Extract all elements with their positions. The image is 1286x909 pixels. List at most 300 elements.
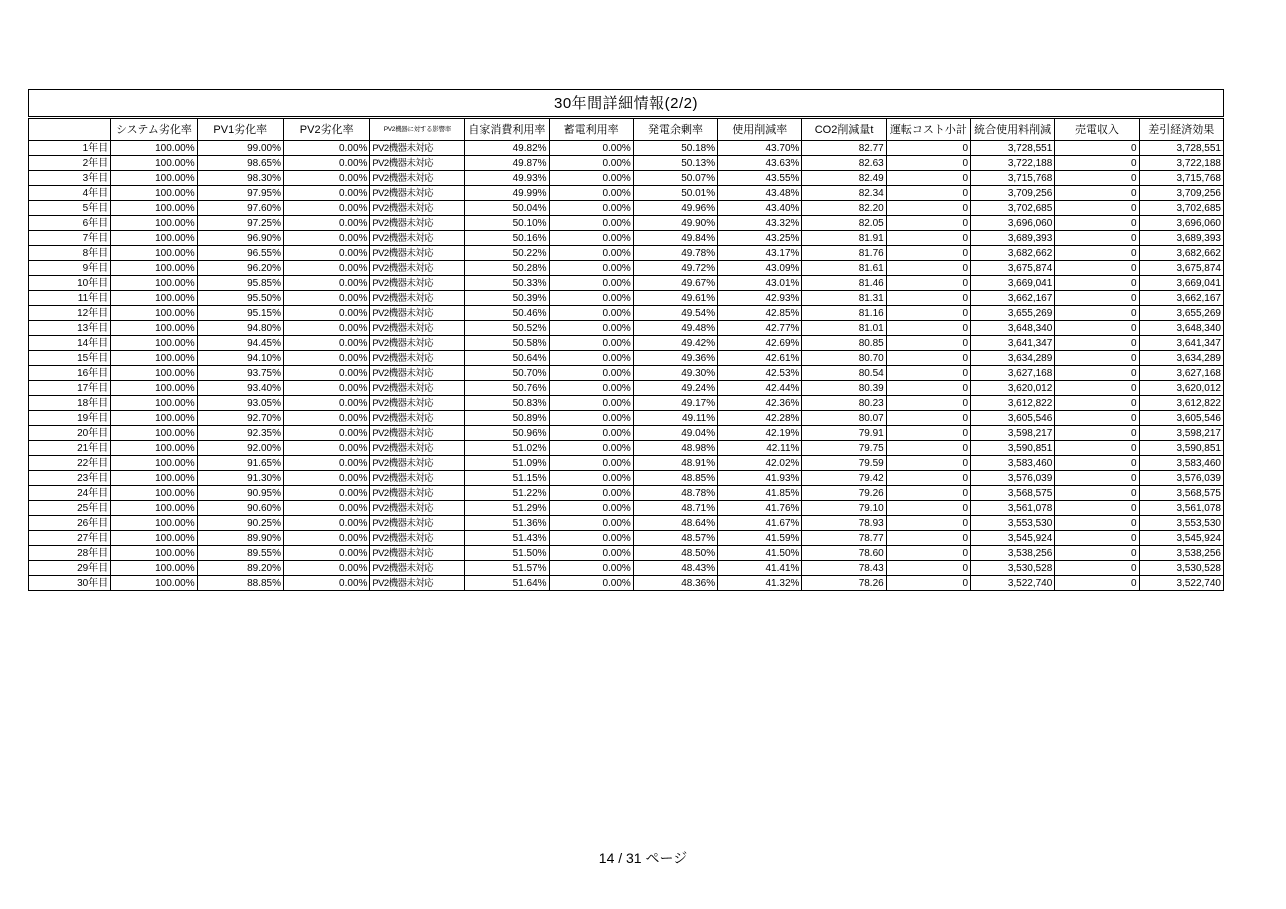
table-cell: 0.00%: [549, 426, 633, 441]
table-cell: 3,655,269: [971, 306, 1055, 321]
table-cell: 100.00%: [111, 426, 197, 441]
table-cell: 48.36%: [633, 576, 717, 591]
table-cell: 0.00%: [549, 201, 633, 216]
table-cell: 0.00%: [284, 471, 370, 486]
table-cell: 0.00%: [284, 576, 370, 591]
row-label: 8年目: [29, 246, 111, 261]
table-cell: 100.00%: [111, 321, 197, 336]
row-label: 29年目: [29, 561, 111, 576]
table-row: [29, 141, 1224, 156]
row-label: 24年目: [29, 486, 111, 501]
table-cell: 50.01%: [633, 186, 717, 201]
table-cell: 3,655,269: [1139, 306, 1223, 321]
table-cell: 0.00%: [284, 501, 370, 516]
table-cell: 3,696,060: [1139, 216, 1223, 231]
table-cell: 0.00%: [284, 261, 370, 276]
table-row: [29, 486, 1224, 501]
table-cell: 0.00%: [284, 486, 370, 501]
table-cell: 0: [1055, 411, 1139, 426]
column-header-9: CO2削減量t: [802, 119, 886, 141]
table-cell: 100.00%: [111, 471, 197, 486]
table-cell: 49.11%: [633, 411, 717, 426]
table-cell: 42.44%: [718, 381, 802, 396]
table-cell: 100.00%: [111, 561, 197, 576]
table-row: [29, 396, 1224, 411]
table-cell: 3,669,041: [1139, 276, 1223, 291]
table-cell: PV2機器未対応: [370, 246, 465, 261]
table-cell: 3,522,740: [971, 576, 1055, 591]
table-row: [29, 501, 1224, 516]
row-label: 10年目: [29, 276, 111, 291]
table-cell: 3,627,168: [1139, 366, 1223, 381]
table-cell: 49.67%: [633, 276, 717, 291]
table-cell: PV2機器未対応: [370, 561, 465, 576]
table-cell: 0: [1055, 201, 1139, 216]
table-row: [29, 531, 1224, 546]
table-cell: 0: [1055, 561, 1139, 576]
table-cell: 3,612,822: [1139, 396, 1223, 411]
table-cell: 0: [886, 396, 970, 411]
table-cell: 51.29%: [465, 501, 549, 516]
table-cell: 0: [1055, 261, 1139, 276]
table-cell: 50.18%: [633, 141, 717, 156]
column-header-7: 発電余剰率: [633, 119, 717, 141]
column-header-4: PV2機器に対する影響率: [370, 119, 465, 141]
table-cell: 43.25%: [718, 231, 802, 246]
table-cell: 0: [886, 261, 970, 276]
table-cell: 100.00%: [111, 531, 197, 546]
table-cell: 50.28%: [465, 261, 549, 276]
table-cell: 0: [886, 471, 970, 486]
table-cell: 49.04%: [633, 426, 717, 441]
table-cell: 3,576,039: [1139, 471, 1223, 486]
table-cell: 78.26: [802, 576, 886, 591]
table-cell: 79.26: [802, 486, 886, 501]
table-cell: 80.39: [802, 381, 886, 396]
table-cell: 3,590,851: [1139, 441, 1223, 456]
table-cell: 49.90%: [633, 216, 717, 231]
table-cell: 0: [1055, 366, 1139, 381]
table-cell: 0.00%: [284, 216, 370, 231]
table-cell: 0.00%: [549, 216, 633, 231]
table-cell: 81.16: [802, 306, 886, 321]
table-cell: 98.30%: [197, 171, 283, 186]
table-body: [29, 141, 1224, 591]
row-label: 12年目: [29, 306, 111, 321]
table-cell: 42.28%: [718, 411, 802, 426]
table-cell: 0: [1055, 216, 1139, 231]
table-cell: 48.64%: [633, 516, 717, 531]
table-cell: 0: [1055, 321, 1139, 336]
page-footer: 14 / 31 ページ: [598, 850, 688, 866]
table-cell: 3,561,078: [971, 501, 1055, 516]
table-row: [29, 246, 1224, 261]
table-row: [29, 546, 1224, 561]
table-cell: 0: [886, 486, 970, 501]
table-cell: PV2機器未対応: [370, 186, 465, 201]
table-cell: 0.00%: [549, 441, 633, 456]
table-cell: 0: [1055, 576, 1139, 591]
table-cell: 3,722,188: [971, 156, 1055, 171]
table-cell: 0: [1055, 396, 1139, 411]
table-header-row: [29, 119, 1224, 141]
report-container: [28, 89, 1224, 591]
table-cell: 49.24%: [633, 381, 717, 396]
table-cell: 49.78%: [633, 246, 717, 261]
table-row: [29, 231, 1224, 246]
table-cell: 80.70: [802, 351, 886, 366]
table-cell: 49.82%: [465, 141, 549, 156]
table-cell: 0: [886, 171, 970, 186]
table-cell: 93.05%: [197, 396, 283, 411]
table-cell: 0.00%: [549, 576, 633, 591]
table-cell: PV2機器未対応: [370, 576, 465, 591]
table-cell: 50.16%: [465, 231, 549, 246]
table-cell: 0.00%: [284, 141, 370, 156]
table-row: [29, 456, 1224, 471]
table-cell: 3,696,060: [971, 216, 1055, 231]
table-cell: 96.90%: [197, 231, 283, 246]
table-cell: 3,669,041: [971, 276, 1055, 291]
table-cell: 0: [1055, 141, 1139, 156]
table-cell: 41.32%: [718, 576, 802, 591]
table-cell: 0.00%: [284, 441, 370, 456]
table-row: [29, 366, 1224, 381]
table-cell: 43.09%: [718, 261, 802, 276]
table-row: [29, 426, 1224, 441]
table-cell: 48.98%: [633, 441, 717, 456]
table-cell: 0: [1055, 171, 1139, 186]
table-cell: 92.00%: [197, 441, 283, 456]
table-cell: 0.00%: [549, 396, 633, 411]
column-header-13: 差引経済効果: [1139, 119, 1223, 141]
table-cell: 100.00%: [111, 501, 197, 516]
table-cell: 0: [886, 516, 970, 531]
table-cell: 43.48%: [718, 186, 802, 201]
table-cell: 50.10%: [465, 216, 549, 231]
table-cell: 0: [886, 576, 970, 591]
table-cell: 0: [886, 336, 970, 351]
row-label: 13年目: [29, 321, 111, 336]
table-cell: 0.00%: [549, 276, 633, 291]
table-cell: 49.72%: [633, 261, 717, 276]
detail-table: [28, 118, 1224, 591]
table-cell: 49.17%: [633, 396, 717, 411]
table-row: [29, 186, 1224, 201]
table-cell: 49.30%: [633, 366, 717, 381]
table-cell: 98.65%: [197, 156, 283, 171]
table-cell: 3,634,289: [971, 351, 1055, 366]
table-cell: 79.42: [802, 471, 886, 486]
table-cell: 49.48%: [633, 321, 717, 336]
table-cell: 97.60%: [197, 201, 283, 216]
table-cell: 0: [886, 411, 970, 426]
row-label: 3年目: [29, 171, 111, 186]
table-cell: 42.69%: [718, 336, 802, 351]
table-cell: 42.53%: [718, 366, 802, 381]
table-cell: 3,641,347: [971, 336, 1055, 351]
table-cell: 97.25%: [197, 216, 283, 231]
row-label: 2年目: [29, 156, 111, 171]
table-cell: 92.35%: [197, 426, 283, 441]
table-cell: 0.00%: [284, 561, 370, 576]
table-cell: 42.36%: [718, 396, 802, 411]
table-cell: 0: [1055, 486, 1139, 501]
table-cell: 42.61%: [718, 351, 802, 366]
row-label: 19年目: [29, 411, 111, 426]
table-cell: 81.01: [802, 321, 886, 336]
table-cell: 43.55%: [718, 171, 802, 186]
table-cell: 3,553,530: [1139, 516, 1223, 531]
table-row: [29, 516, 1224, 531]
table-cell: PV2機器未対応: [370, 546, 465, 561]
row-label: 27年目: [29, 531, 111, 546]
table-cell: 3,583,460: [971, 456, 1055, 471]
table-cell: 79.59: [802, 456, 886, 471]
table-cell: 43.40%: [718, 201, 802, 216]
column-header-3: PV2劣化率: [284, 119, 370, 141]
row-label: 7年目: [29, 231, 111, 246]
table-cell: 49.96%: [633, 201, 717, 216]
table-cell: 100.00%: [111, 366, 197, 381]
table-cell: 0.00%: [549, 156, 633, 171]
table-cell: 0.00%: [549, 336, 633, 351]
table-cell: 3,702,685: [971, 201, 1055, 216]
table-cell: 3,675,874: [971, 261, 1055, 276]
table-cell: PV2機器未対応: [370, 441, 465, 456]
table-cell: 49.36%: [633, 351, 717, 366]
table-cell: 51.02%: [465, 441, 549, 456]
table-cell: 0: [886, 561, 970, 576]
table-cell: 41.50%: [718, 546, 802, 561]
table-cell: 50.83%: [465, 396, 549, 411]
table-cell: 51.50%: [465, 546, 549, 561]
table-cell: 0: [886, 276, 970, 291]
table-row: [29, 171, 1224, 186]
table-cell: 41.76%: [718, 501, 802, 516]
table-cell: PV2機器未対応: [370, 531, 465, 546]
table-cell: 48.91%: [633, 456, 717, 471]
table-cell: 94.10%: [197, 351, 283, 366]
row-label: 15年目: [29, 351, 111, 366]
column-header-8: 使用削減率: [718, 119, 802, 141]
table-cell: 48.71%: [633, 501, 717, 516]
table-cell: 49.54%: [633, 306, 717, 321]
table-cell: 100.00%: [111, 171, 197, 186]
table-cell: 100.00%: [111, 156, 197, 171]
table-cell: 3,715,768: [1139, 171, 1223, 186]
table-row: [29, 306, 1224, 321]
table-cell: 0.00%: [284, 321, 370, 336]
table-cell: 80.23: [802, 396, 886, 411]
table-cell: 0: [886, 231, 970, 246]
table-cell: 3,675,874: [1139, 261, 1223, 276]
table-cell: 50.89%: [465, 411, 549, 426]
table-cell: 0.00%: [284, 291, 370, 306]
row-label: 18年目: [29, 396, 111, 411]
table-cell: 80.85: [802, 336, 886, 351]
table-cell: 49.93%: [465, 171, 549, 186]
table-cell: PV2機器未対応: [370, 516, 465, 531]
table-cell: PV2機器未対応: [370, 366, 465, 381]
table-cell: 3,620,012: [971, 381, 1055, 396]
table-cell: 100.00%: [111, 351, 197, 366]
table-cell: 100.00%: [111, 231, 197, 246]
table-cell: 0.00%: [549, 516, 633, 531]
table-cell: 3,612,822: [971, 396, 1055, 411]
table-cell: 3,728,551: [971, 141, 1055, 156]
column-header-11: 統合使用料削減: [971, 119, 1055, 141]
table-cell: 51.36%: [465, 516, 549, 531]
table-row: [29, 576, 1224, 591]
table-cell: PV2機器未対応: [370, 351, 465, 366]
table-cell: 41.59%: [718, 531, 802, 546]
table-cell: 94.80%: [197, 321, 283, 336]
table-cell: 81.31: [802, 291, 886, 306]
table-cell: 3,598,217: [1139, 426, 1223, 441]
table-cell: PV2機器未対応: [370, 141, 465, 156]
table-cell: 0: [1055, 156, 1139, 171]
table-cell: PV2機器未対応: [370, 216, 465, 231]
table-cell: 0: [886, 291, 970, 306]
table-cell: 0: [886, 531, 970, 546]
table-cell: PV2機器未対応: [370, 231, 465, 246]
table-cell: 0: [886, 351, 970, 366]
table-cell: 0.00%: [549, 531, 633, 546]
table-cell: PV2機器未対応: [370, 381, 465, 396]
table-cell: 90.60%: [197, 501, 283, 516]
table-cell: 51.15%: [465, 471, 549, 486]
row-label: 22年目: [29, 456, 111, 471]
table-cell: 50.52%: [465, 321, 549, 336]
table-cell: 79.91: [802, 426, 886, 441]
table-cell: 89.55%: [197, 546, 283, 561]
table-cell: 0: [886, 186, 970, 201]
table-cell: 95.85%: [197, 276, 283, 291]
table-cell: 3,709,256: [971, 186, 1055, 201]
column-header-1: システム劣化率: [111, 119, 197, 141]
table-cell: PV2機器未対応: [370, 171, 465, 186]
table-cell: 0.00%: [284, 276, 370, 291]
row-label: 1年目: [29, 141, 111, 156]
table-cell: 51.43%: [465, 531, 549, 546]
table-cell: 3,545,924: [971, 531, 1055, 546]
table-cell: 78.93: [802, 516, 886, 531]
table-cell: 49.61%: [633, 291, 717, 306]
table-cell: 78.43: [802, 561, 886, 576]
row-label: 28年目: [29, 546, 111, 561]
table-row: [29, 156, 1224, 171]
table-cell: 93.75%: [197, 366, 283, 381]
table-cell: 88.85%: [197, 576, 283, 591]
table-cell: 100.00%: [111, 381, 197, 396]
table-cell: 3,598,217: [971, 426, 1055, 441]
table-cell: 3,538,256: [1139, 546, 1223, 561]
table-cell: 81.91: [802, 231, 886, 246]
table-cell: PV2機器未対応: [370, 486, 465, 501]
table-cell: 48.57%: [633, 531, 717, 546]
row-label: 21年目: [29, 441, 111, 456]
table-cell: 0.00%: [284, 366, 370, 381]
table-row: [29, 201, 1224, 216]
table-cell: 82.63: [802, 156, 886, 171]
table-cell: 51.22%: [465, 486, 549, 501]
table-cell: 3,590,851: [971, 441, 1055, 456]
table-cell: 0: [886, 441, 970, 456]
column-header-6: 蓄電利用率: [549, 119, 633, 141]
table-cell: 3,662,167: [971, 291, 1055, 306]
table-cell: 89.90%: [197, 531, 283, 546]
table-cell: 50.64%: [465, 351, 549, 366]
table-cell: 82.34: [802, 186, 886, 201]
table-cell: PV2機器未対応: [370, 336, 465, 351]
table-cell: 3,553,530: [971, 516, 1055, 531]
table-cell: 100.00%: [111, 141, 197, 156]
table-cell: 49.99%: [465, 186, 549, 201]
table-cell: 81.61: [802, 261, 886, 276]
table-cell: 41.85%: [718, 486, 802, 501]
table-cell: 100.00%: [111, 396, 197, 411]
table-cell: 0.00%: [284, 246, 370, 261]
table-cell: 100.00%: [111, 411, 197, 426]
table-cell: 0.00%: [549, 471, 633, 486]
table-cell: 0.00%: [549, 231, 633, 246]
table-cell: 79.75: [802, 441, 886, 456]
table-cell: 49.87%: [465, 156, 549, 171]
table-cell: 0.00%: [549, 171, 633, 186]
table-cell: 3,568,575: [971, 486, 1055, 501]
table-cell: 49.42%: [633, 336, 717, 351]
table-cell: 0.00%: [549, 486, 633, 501]
table-cell: 3,715,768: [971, 171, 1055, 186]
table-cell: 0.00%: [549, 381, 633, 396]
table-cell: 0.00%: [549, 456, 633, 471]
table-row: [29, 381, 1224, 396]
table-cell: 78.60: [802, 546, 886, 561]
table-cell: 0: [1055, 501, 1139, 516]
table-cell: 0: [1055, 291, 1139, 306]
table-cell: 100.00%: [111, 441, 197, 456]
table-cell: 3,620,012: [1139, 381, 1223, 396]
table-cell: 0: [886, 156, 970, 171]
table-cell: PV2機器未対応: [370, 471, 465, 486]
table-cell: 3,583,460: [1139, 456, 1223, 471]
table-cell: PV2機器未対応: [370, 306, 465, 321]
table-cell: 3,648,340: [1139, 321, 1223, 336]
table-cell: 78.77: [802, 531, 886, 546]
table-cell: 97.95%: [197, 186, 283, 201]
table-cell: 3,648,340: [971, 321, 1055, 336]
table-cell: 96.20%: [197, 261, 283, 276]
table-row: [29, 276, 1224, 291]
table-cell: 90.25%: [197, 516, 283, 531]
table-cell: 0.00%: [284, 231, 370, 246]
table-cell: 0: [1055, 516, 1139, 531]
table-cell: 43.01%: [718, 276, 802, 291]
table-cell: 43.32%: [718, 216, 802, 231]
column-header-5: 自家消費利用率: [465, 119, 549, 141]
table-cell: 0.00%: [549, 261, 633, 276]
table-cell: 100.00%: [111, 336, 197, 351]
table-cell: 91.65%: [197, 456, 283, 471]
table-cell: 100.00%: [111, 546, 197, 561]
table-cell: 100.00%: [111, 216, 197, 231]
table-cell: 3,545,924: [1139, 531, 1223, 546]
table-cell: 0.00%: [549, 186, 633, 201]
table-cell: 82.05: [802, 216, 886, 231]
row-label: 9年目: [29, 261, 111, 276]
table-cell: 0.00%: [284, 546, 370, 561]
